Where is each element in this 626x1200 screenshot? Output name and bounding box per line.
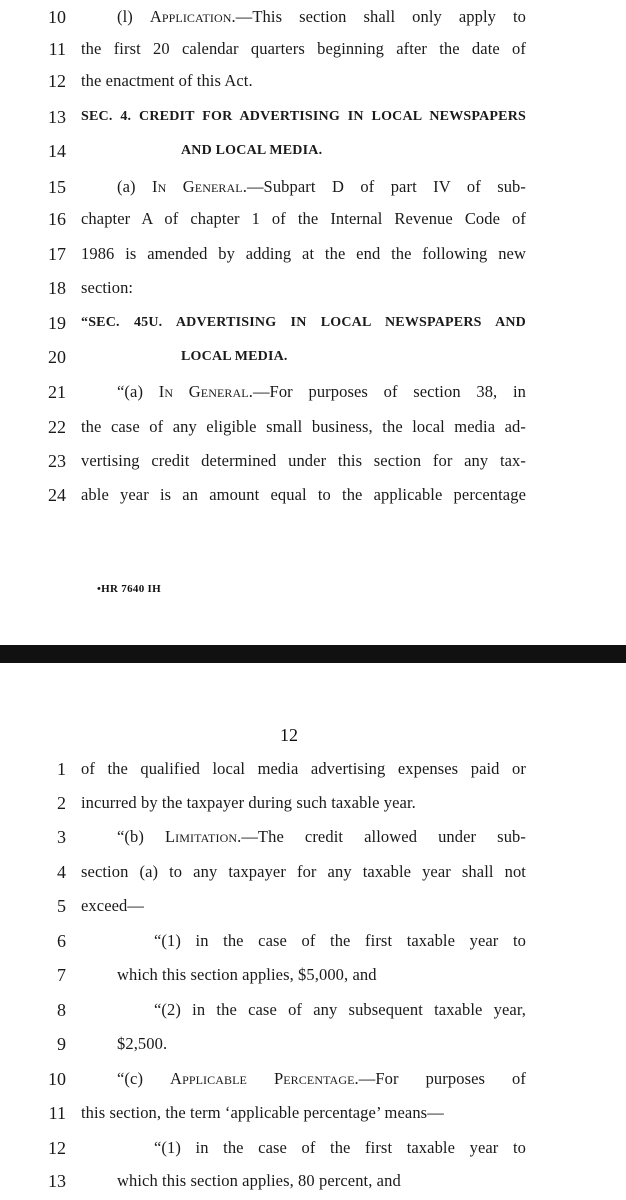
line-p1-10: 10 (l) Application.—This section shall only apply to [48,7,526,27]
section-heading-line-14: 14 AND LOCAL MEDIA. [48,141,323,161]
line-p2-7: 7 which this section applies, $5,000, and [57,965,377,985]
line-p2-8: 8 “(2) in the case of any subsequent taxable year, [57,1000,526,1020]
line-p2-9: 9 $2,500. [57,1034,168,1054]
section-heading-line-13: 13 SEC. 4. CREDIT FOR ADVERTISING IN LOCAL NEWSPAPERS [48,107,526,127]
line-p1-22: 22 the case of any eligible small business, the local media ad- [48,417,526,437]
line-p2-10: 10 “(c) Applicable Percentage.—For purposes of [48,1069,526,1089]
line-p2-5: 5 exceed— [57,896,144,916]
line-p1-18: 18 section: [48,278,134,298]
line-p2-12: 12 “(1) in the case of the first taxable year to [48,1138,526,1158]
line-p1-24: 24 able year is an amount equal to the applicable percentage [48,485,526,505]
line-p2-13: 13 which this section applies, 80 percent, and [48,1171,401,1191]
line-p2-6: 6 “(1) in the case of the first taxable year to [57,931,526,951]
line-p1-15: 15 (a) In General.—Subpart D of part IV of sub- [48,177,527,197]
page-divider [0,645,626,663]
line-p1-17: 17 1986 is amended by adding at the end the following new [48,244,526,264]
line-p2-3: 3 “(b) Limitation.—The credit allowed under sub- [57,827,526,847]
line-p2-4: 4 section (a) to any taxpayer for any taxable year shall not [57,862,526,882]
section-heading-line-20: 20 LOCAL MEDIA. [48,347,288,367]
line-p2-11: 11 this section, the term ‘applicable percentage’ means— [48,1103,444,1123]
line-p2-2: 2 incurred by the taxpayer during such taxable year. [57,793,416,813]
line-p1-21: 21 “(a) In General.—For purposes of section 38, in [48,382,527,402]
line-p1-12: 12 the enactment of this Act. [48,71,253,91]
line-p1-11: 11 the first 20 calendar quarters beginning after the date of [48,39,526,59]
page-number: 12 [280,725,298,745]
section-heading-line-19: 19 “SEC. 45U. ADVERTISING IN LOCAL NEWSPAPERS AND [48,313,526,333]
line-p1-16: 16 chapter A of chapter 1 of the Internal Revenue Code of [48,209,526,229]
line-p2-1: 1 of the qualified local media advertising expenses paid or [57,759,526,779]
line-p1-23: 23 vertising credit determined under this section for any tax- [48,451,526,471]
bill-footer: •HR 7640 IH [97,583,161,595]
